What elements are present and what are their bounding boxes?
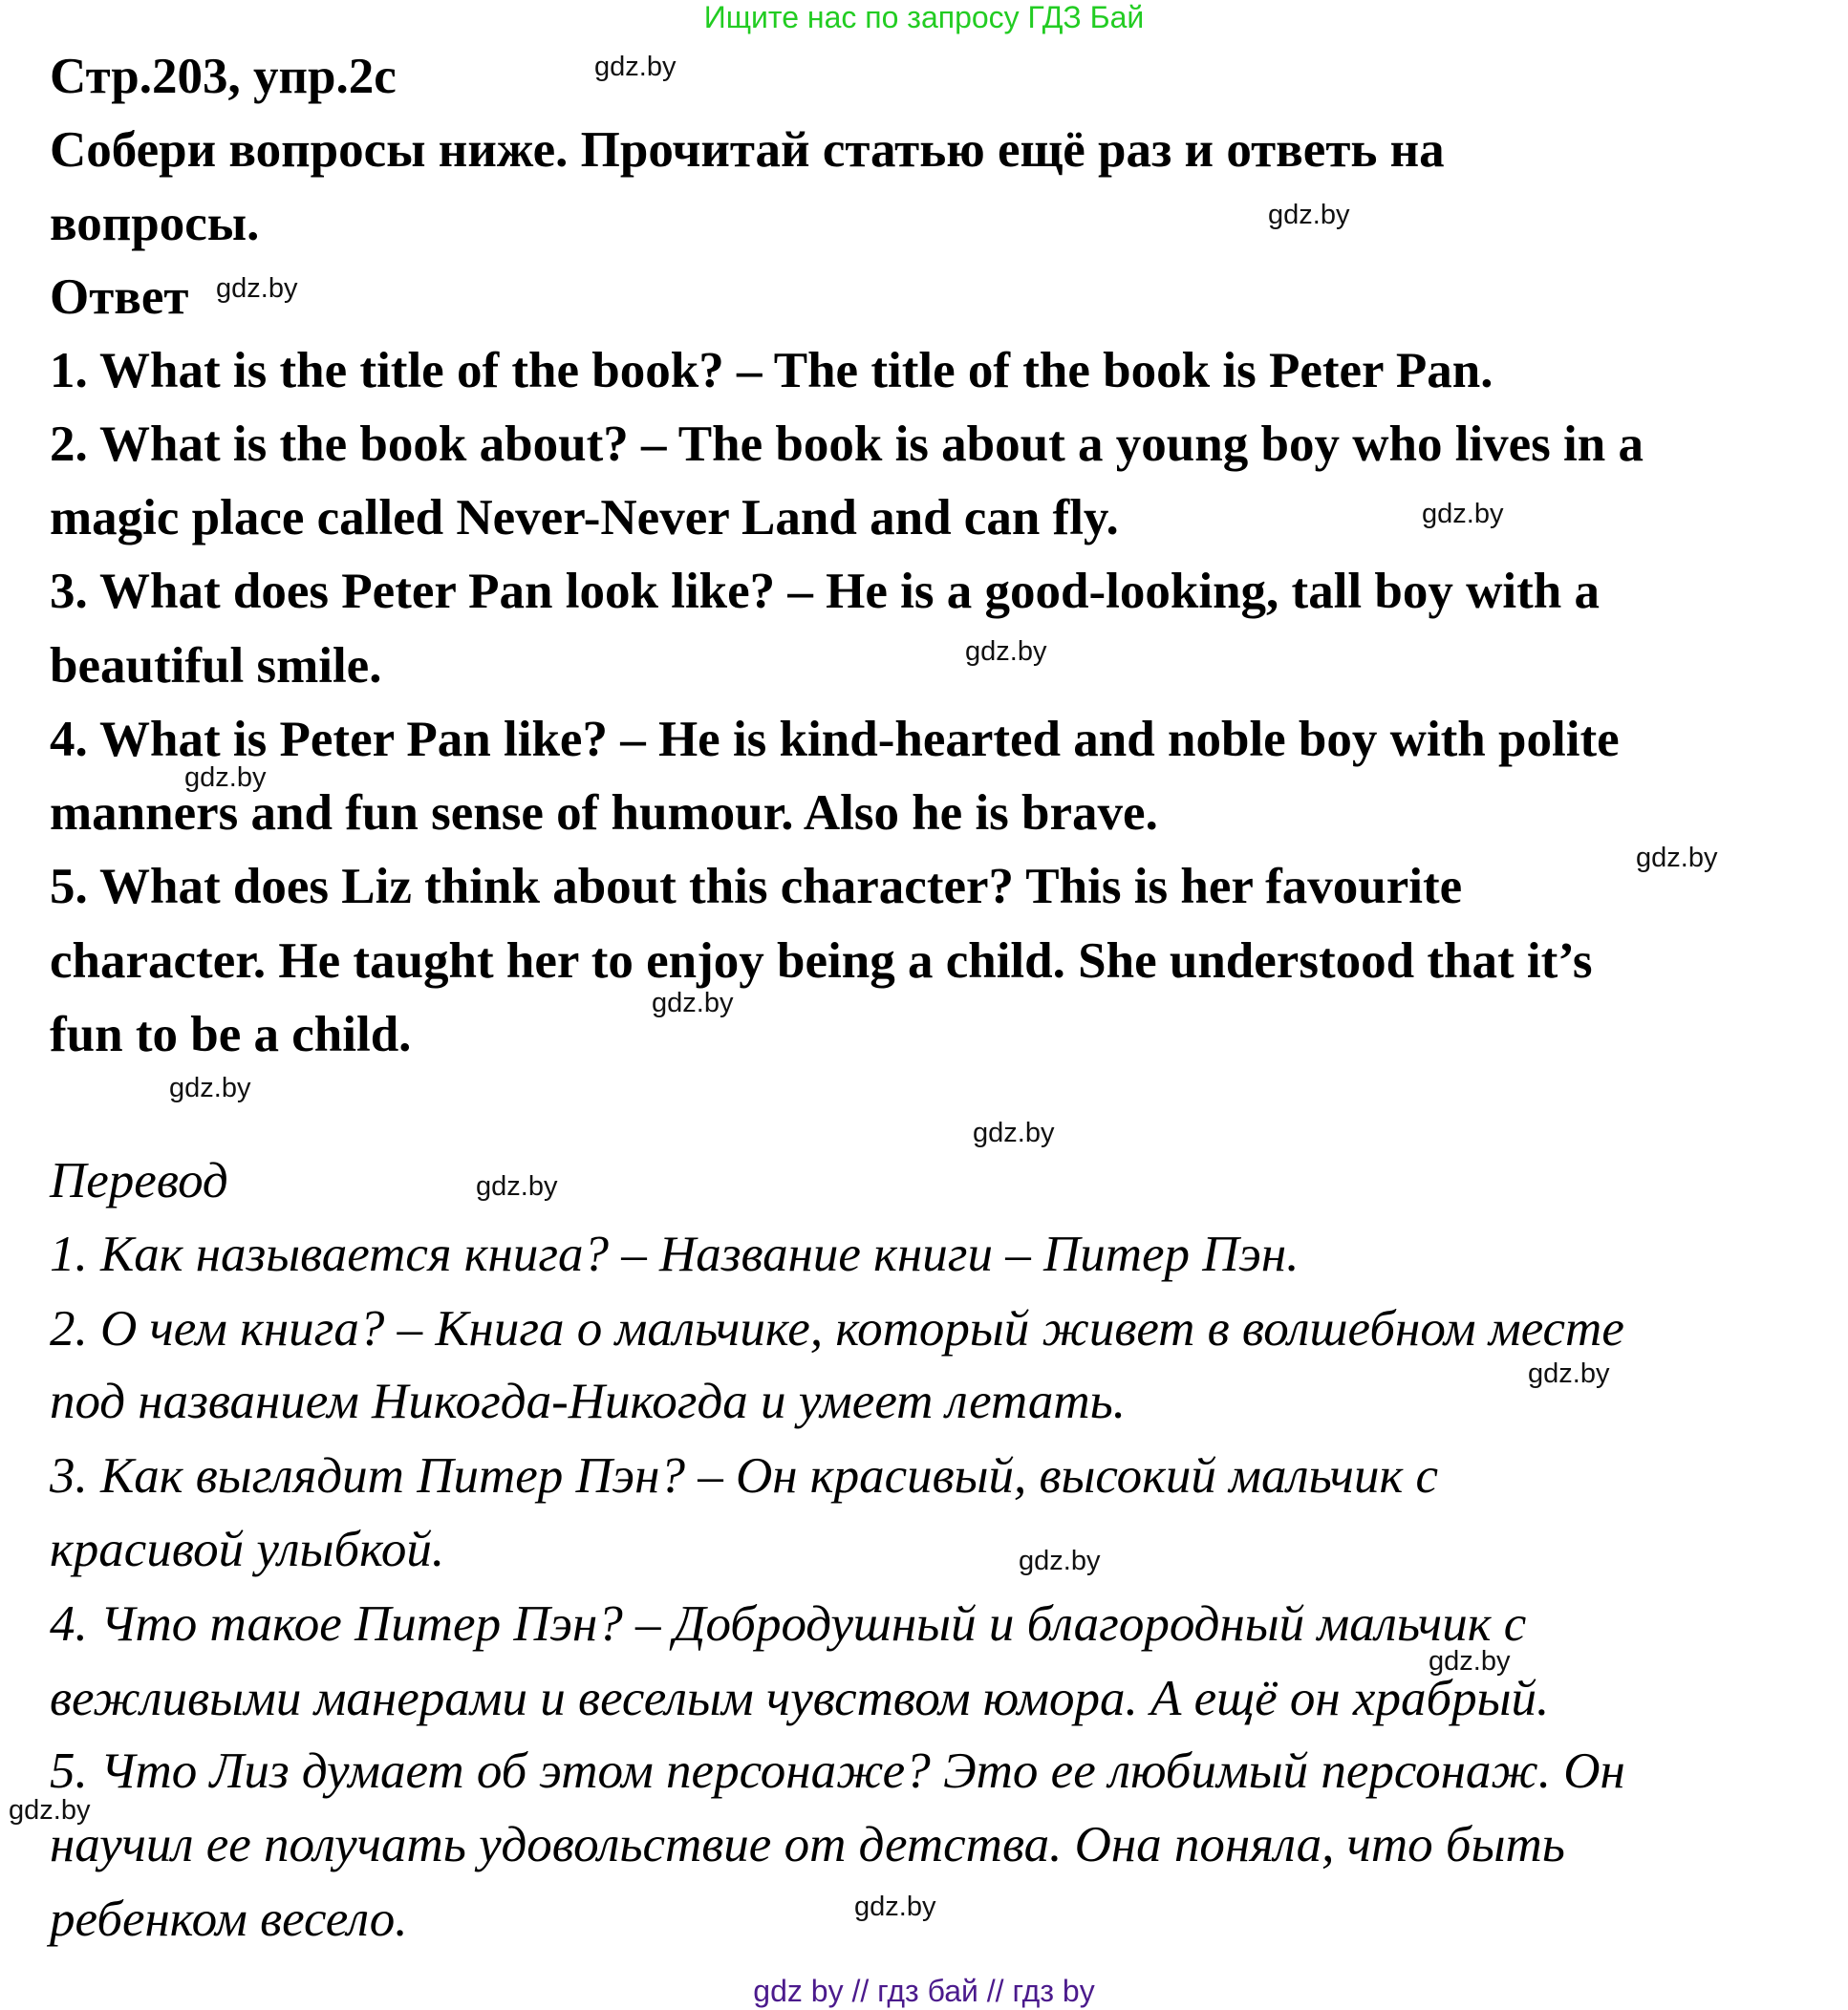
watermark: gdz.by — [652, 988, 734, 1018]
watermark: gdz.by — [1429, 1646, 1511, 1677]
task-line: вопросы. — [50, 196, 260, 251]
task-line: Собери вопросы ниже. Прочитай статью ещё раз и ответь на — [50, 122, 1445, 178]
translation-line: красивой улыбкой. — [50, 1522, 445, 1577]
translation-line: вежливыми манерами и веселым чувством юмора. А ещё он храбрый. — [50, 1671, 1550, 1726]
watermark: gdz.by — [973, 1118, 1055, 1148]
answer-line: 5. What does Liz think about this character? This is her favourite — [50, 859, 1463, 914]
answer-line: beautiful smile. — [50, 638, 382, 694]
translation-line: ребенком весело. — [50, 1892, 408, 1947]
answer-line: character. He taught her to enjoy being a child. She understood that it’s — [50, 933, 1593, 989]
watermark: gdz.by — [216, 273, 298, 304]
watermark: gdz.by — [854, 1892, 936, 1922]
translation-line: 4. Что такое Питер Пэн? – Добродушный и благородный мальчик с — [50, 1596, 1527, 1652]
watermark: gdz.by — [965, 636, 1047, 667]
answer-line: magic place called Never-Never Land and can fly. — [50, 490, 1119, 545]
answer-line: fun to be a child. — [50, 1007, 412, 1062]
translation-line: научил ее получать удовольствие от детства. Она поняла, что быть — [50, 1817, 1565, 1872]
translation-heading: Перевод — [50, 1153, 228, 1208]
watermark: gdz.by — [9, 1795, 91, 1826]
footer-links[interactable]: gdz by // гдз бай // гдз by — [753, 1974, 1095, 2008]
answer-line: 4. What is Peter Pan like? – He is kind-hearted and noble boy with polite — [50, 712, 1620, 767]
search-banner: Ищите нас по запросу ГДЗ Бай — [703, 0, 1145, 34]
translation-line: 5. Что Лиз думает об этом персонаже? Это ее любимый персонаж. Он — [50, 1743, 1625, 1799]
watermark: gdz.by — [169, 1073, 251, 1103]
watermark: gdz.by — [1528, 1358, 1610, 1389]
watermark: gdz.by — [594, 52, 677, 82]
translation-line: 1. Как называется книга? – Название книги – Питер Пэн. — [50, 1227, 1300, 1282]
answer-heading: Ответ — [50, 269, 189, 325]
answer-line: 1. What is the title of the book? – The title of the book is Peter Pan. — [50, 343, 1493, 398]
watermark: gdz.by — [1422, 499, 1504, 529]
answer-line: 3. What does Peter Pan look like? – He is a good-looking, tall boy with a — [50, 564, 1601, 619]
watermark: gdz.by — [1019, 1546, 1101, 1576]
watermark: gdz.by — [1268, 200, 1350, 230]
translation-line: 2. О чем книга? – Книга о мальчике, который живет в волшебном месте — [50, 1301, 1624, 1357]
answer-line: 2. What is the book about? – The book is about a young boy who lives in a — [50, 417, 1644, 472]
translation-line: под названием Никогда-Никогда и умеет летать. — [50, 1374, 1126, 1429]
translation-line: 3. Как выглядит Питер Пэн? – Он красивый, высокий мальчик с — [50, 1448, 1439, 1504]
answer-line: manners and fun sense of humour. Also he is brave. — [50, 785, 1158, 841]
watermark: gdz.by — [1636, 843, 1718, 873]
watermark: gdz.by — [476, 1171, 558, 1202]
page-title: Стр.203, упр.2с — [50, 49, 397, 104]
watermark: gdz.by — [184, 762, 267, 793]
